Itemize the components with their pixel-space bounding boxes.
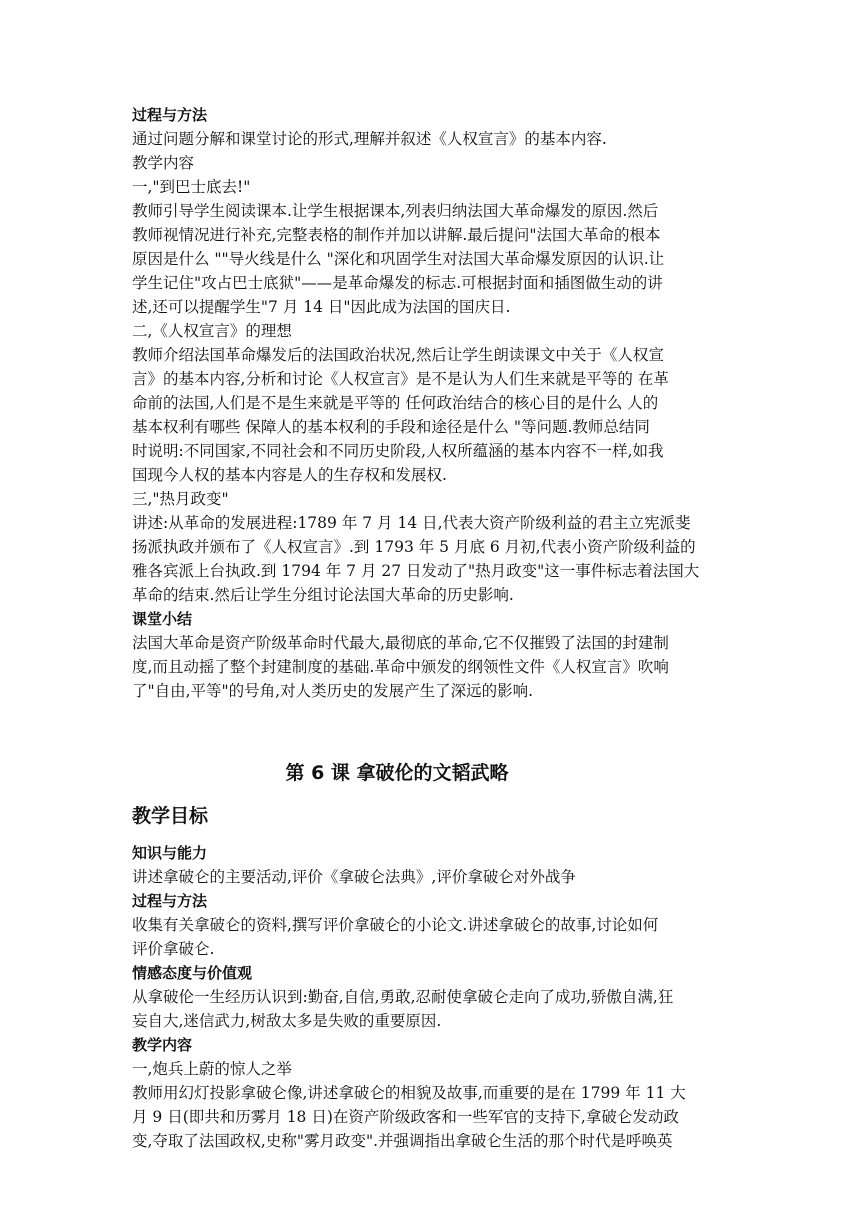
paragraph-line: 教师用幻灯投影拿破仑像,讲述拿破仑的相貌及故事,而重要的是在 1799 年 11 大	[132, 1084, 686, 1102]
paragraph-line: 评价拿破仑.	[132, 940, 215, 958]
section-title-artillery: 一,炮兵上蔚的惊人之举	[132, 1060, 292, 1078]
paragraph-line: 教师引导学生阅读课本.让学生根据课本,列表归纳法国大革命爆发的原因.然后	[132, 202, 659, 220]
process-method-heading: 过程与方法	[132, 106, 208, 124]
attitude-values-heading: 情感态度与价值观	[132, 964, 253, 982]
paragraph-line: 学生记住"攻占巴士底狱"——是革命爆发的标志.可根据封面和插图做生动的讲	[132, 274, 663, 292]
paragraph-line: 国现今人权的基本内容是人的生存权和发展权.	[132, 466, 447, 484]
paragraph-line: 基本权利有哪些 保障人的基本权利的手段和途径是什么 "等问题.教师总结同	[132, 418, 650, 436]
class-summary-heading: 课堂小结	[132, 610, 193, 628]
paragraph-line: 扬派执政并颁布了《人权宣言》.到 1793 年 5 月底 6 月初,代表小资产阶级利益的	[132, 538, 696, 556]
paragraph-line: 了"自由,平等"的号角,对人类历史的发展产生了深远的影响.	[132, 682, 534, 700]
section-title-declaration: 二,《人权宣言》的理想	[132, 322, 292, 340]
paragraph-line: 度,而且动摇了整个封建制度的基础.革命中颁发的纲领性文件《人权宣言》吹响	[132, 658, 669, 676]
paragraph-line: 教师介绍法国革命爆发后的法国政治状况,然后让学生朗读课文中关于《人权宣	[132, 346, 664, 364]
paragraph-line: 述,还可以提醒学生"7 月 14 日"因此成为法国的国庆日.	[132, 298, 511, 316]
paragraph-line: 命前的法国,人们是不是生来就是平等的 任何政治结合的核心目的是什么 人的	[132, 394, 659, 412]
paragraph-line: 从拿破伦一生经历认识到:勤奋,自信,勇敢,忍耐使拿破仑走向了成功,骄傲自满,狂	[132, 988, 674, 1006]
paragraph-line: 月 9 日(即共和历雾月 18 日)在资产阶级政客和一些军官的支持下,拿破仑发动政	[132, 1108, 679, 1126]
paragraph-line: 法国大革命是资产阶级革命时代最大,最彻底的革命,它不仅摧毁了法国的封建制	[132, 634, 669, 652]
document-page	[132, 103, 732, 1153]
paragraph-line: 雅各宾派上台执政.到 1794 年 7 月 27 日发动了"热月政变"这一事件标志着法国大	[132, 562, 700, 580]
paragraph-line: 收集有关拿破仑的资料,撰写评价拿破仑的小论文.讲述拿破仑的故事,讨论如何	[132, 916, 659, 934]
knowledge-ability-heading: 知识与能力	[132, 844, 208, 862]
paragraph-line: 革命的结束.然后让学生分组讨论法国大革命的历史影响.	[132, 586, 514, 604]
section-title-thermidor: 三,"热月政变"	[132, 490, 229, 508]
process-method-text: 通过问题分解和课堂讨论的形式,理解并叙述《人权宣言》的基本内容.	[132, 130, 607, 148]
process-method-heading: 过程与方法	[132, 892, 208, 910]
paragraph-line: 时说明:不同国家,不同社会和不同历史阶段,人权所蕴涵的基本内容不一样,如我	[132, 442, 664, 460]
teaching-content-heading: 教学内容	[132, 154, 195, 172]
paragraph-line: 教师视情况进行补充,完整表格的制作并加以讲解.最后提问"法国大革命的根本	[132, 226, 661, 244]
teaching-content-heading: 教学内容	[132, 1036, 193, 1054]
paragraph-line: 变,夺取了法国政权,史称"雾月政变".并强调指出拿破仑生活的那个时代是呼唤英	[132, 1132, 673, 1150]
paragraph-line: 妄自大,迷信武力,树敌太多是失败的重要原因.	[132, 1012, 442, 1030]
teaching-goals-heading: 教学目标	[132, 805, 209, 827]
section-title-bastille: 一,"到巴士底去!"	[132, 178, 251, 196]
paragraph-line: 讲述:从革命的发展进程:1789 年 7 月 14 日,代表大资产阶级利益的君主立宪派斐	[132, 514, 691, 532]
paragraph-line: 言》的基本内容,分析和讨论《人权宣言》是不是认为人们生来就是平等的 在革	[132, 370, 669, 388]
paragraph-line: 原因是什么 ""导火线是什么 "深化和巩固学生对法国大革命爆发原因的认识.让	[132, 250, 665, 268]
lesson-title: 第 6 课 拿破伦的文韬武略	[285, 762, 509, 784]
knowledge-ability-text: 讲述拿破仑的主要活动,评价《拿破仑法典》,评价拿破仑对外战争	[132, 868, 576, 886]
